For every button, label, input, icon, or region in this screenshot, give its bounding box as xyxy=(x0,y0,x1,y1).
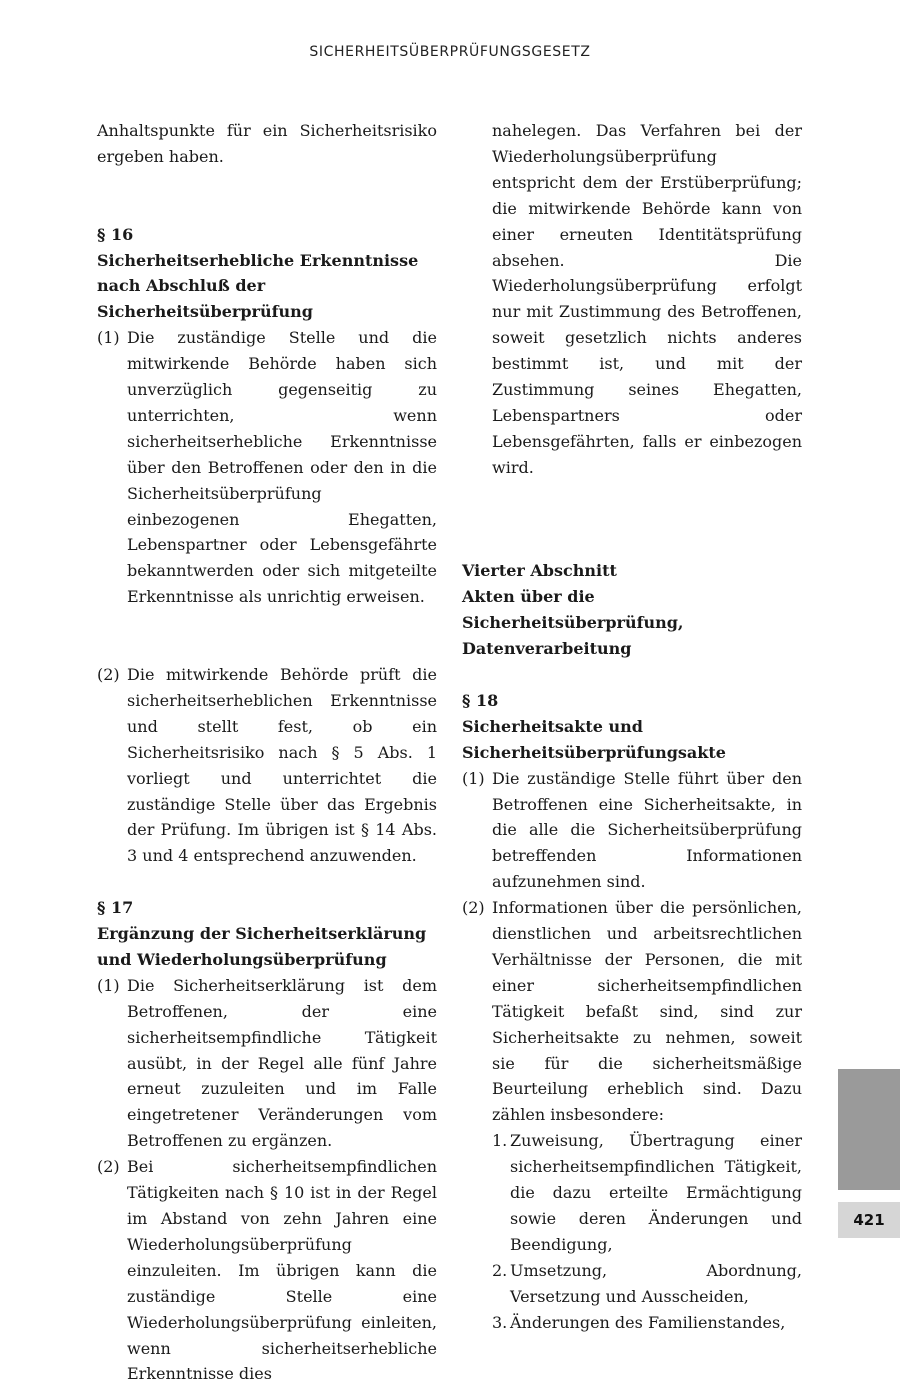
item-number: (2) xyxy=(462,898,485,918)
item-text: Die Sicherheitserklärung ist dem Betroffenen, der eine sicherheitsempfindliche Tätigkeit ausübt, in der Regel alle fünf Jahre erneut zuzuleiten und im Falle eingetretener Veränderungen vom Betroffenen zu ergänzen. xyxy=(127,975,437,1151)
item-number: (1) xyxy=(97,328,120,348)
sub-list-item xyxy=(462,1128,802,1258)
intro-paragraph: Anhaltspunkte für ein Sicherheitsrisiko ergeben haben. xyxy=(97,121,437,166)
sub-item-text: Umsetzung, Abordnung, Versetzung und Ausscheiden, xyxy=(510,1260,802,1306)
item-text: Die zuständige Stelle führt über den Betroffenen eine Sicherheitsakte, in die alle die Sicherheitsüberprüfung betreffenden Informationen aufzunehmen sind. xyxy=(492,768,802,892)
sub-item-text: Zuweisung, Übertragung einer sicherheitsempfindlichen Tätigkeit, die dazu erteilte Ermächtigung sowie deren Änderungen und Beendigung, xyxy=(510,1131,802,1254)
list-item xyxy=(462,895,802,1128)
part-heading: Vierter Abschnitt xyxy=(462,561,617,581)
continuation-text: nahelegen. Das Verfahren bei der Wiederholungsüberprüfung entspricht dem der Erstüberprüfung; die mitwirkende Behörde kann von einer erneuten Identitätsprüfung absehen. Die Wiederholungsüberprüfung erfolgt nur mit Zustimmung des Betroffenen, soweit gesetzlich nichts anderes bestimmt ist, und mit der Zustimmung seines Ehegatten, Lebenspartners oder Lebensgefährten, falls er einbezogen wird. xyxy=(492,121,802,477)
item-text: Bei sicherheitsempfindlichen Tätigkeiten nach § 10 ist in der Regel im Abstand von zehn Jahren eine Wiederholungsüberprüfung einzuleiten. Im übrigen kann die zuständige Stelle eine Wiederholungsüberprüfung einleiten, wenn sicherheitserhebliche Erkenntnisse dies xyxy=(127,1157,437,1384)
continuation-paragraph xyxy=(462,118,802,481)
running-header: SICHERHEITSÜBERPRÜFUNGSGESETZ xyxy=(309,44,591,60)
list-item xyxy=(97,973,437,1154)
item-number: (1) xyxy=(97,975,120,995)
page-number: 421 xyxy=(838,1202,900,1238)
item-number: (2) xyxy=(97,1157,120,1177)
item-text: Die mitwirkende Behörde prüft die sicherheitserheblichen Erkenntnisse und stellt fest, ob ein Sicherheitsrisiko nach § 5 Abs. 1 vorliegt und unterrichtet die zuständige Stelle über das Ergebnis der Prüfung. Im übrigen ist § 14 Abs. 3 und 4 entsprechend anzuwenden. xyxy=(127,665,437,866)
section-17-number: § 17 xyxy=(97,898,134,918)
chapter-tab-marker xyxy=(838,1069,900,1190)
list-item xyxy=(462,766,802,896)
right-column xyxy=(462,118,802,1336)
sub-item-text: Änderungen des Familienstandes, xyxy=(510,1312,786,1332)
section-17-title: Ergänzung der Sicherheitserklärung und Wiederholungsüberprüfung xyxy=(97,924,427,969)
sub-list-item xyxy=(462,1310,802,1336)
sub-item-number: 3. xyxy=(492,1312,508,1332)
sub-item-number: 1. xyxy=(492,1131,508,1151)
section-16-number: § 16 xyxy=(97,224,134,244)
sub-item-number: 2. xyxy=(492,1260,508,1280)
item-text: Informationen über die persönlichen, dienstlichen und arbeitsrechtlichen Verhältnisse der Personen, die mit einer sicherheitsempfindlichen Tätigkeit befaßt sind, sind zur Sicherheitsakte zu nehmen, soweit sie für die sicherheitsmäßige Beurteilung erheblich sind. Dazu zählen insbesondere: xyxy=(492,898,802,1125)
list-item xyxy=(97,325,437,610)
sub-list-item xyxy=(462,1258,802,1310)
section-16-title: Sicherheitserhebliche Erkenntnisse nach Abschluß der Sicherheitsüberprüfung xyxy=(97,250,419,322)
item-number: (1) xyxy=(462,768,485,788)
section-18-number: § 18 xyxy=(462,690,499,710)
left-column xyxy=(97,118,437,1387)
list-item xyxy=(97,1154,437,1387)
section-18-title: Sicherheitsakte und Sicherheitsüberprüfungsakte xyxy=(462,716,726,762)
item-number: (2) xyxy=(97,665,120,684)
part-title: Akten über die Sicherheitsüberprüfung, Datenverarbeitung xyxy=(462,587,684,659)
item-text: Die zuständige Stelle und die mitwirkende Behörde haben sich unverzüglich gegenseitig zu unterrichten, wenn sicherheitserhebliche Erkenntnisse über den Betroffenen oder den in die Sicherheitsüberprüfung einbezogenen Ehegatten, Lebenspartner oder Lebensgefährte bekanntwerden oder sich mitgeteilte Erkenntnisse als unrichtig erweisen. xyxy=(127,328,437,607)
list-item xyxy=(97,662,437,869)
